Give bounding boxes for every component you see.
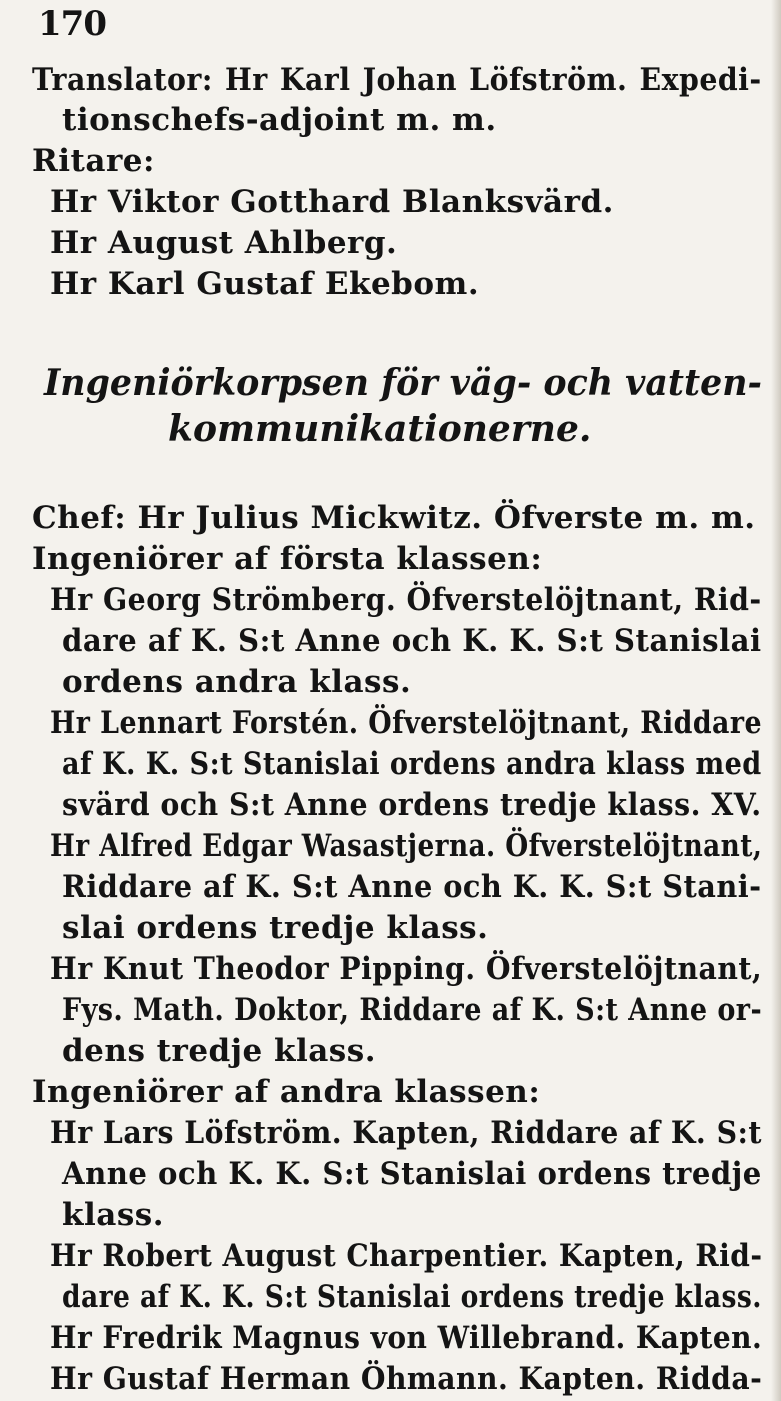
text-line: Ritare: bbox=[32, 143, 155, 179]
text-line: slai ordens tredje klass. bbox=[62, 910, 489, 946]
text-line: Hr Robert August Charpentier. Kapten, Rid- bbox=[50, 1238, 763, 1274]
text-line: klass. bbox=[62, 1197, 165, 1233]
text-line: Hr Alfred Edgar Wasastjerna. Öfverstelöjtnant, bbox=[50, 828, 763, 864]
text-line: af K. K. S:t Stanislai ordens andra klass med bbox=[62, 746, 762, 782]
page-edge-shadow bbox=[771, 0, 781, 1401]
text-line: dare af K. K. S:t Stanislai ordens tredje klass. bbox=[62, 1279, 762, 1315]
text-line: Hr Georg Strömberg. Öfverstelöjtnant, Rid- bbox=[50, 582, 762, 618]
text-line: Hr Fredrik Magnus von Willebrand. Kapten. bbox=[50, 1320, 763, 1356]
text-line: Fys. Math. Doktor, Riddare af K. S:t Anne or- bbox=[62, 992, 763, 1028]
text-line: Hr Gustaf Herman Öhmann. Kapten. Ridda- bbox=[50, 1361, 763, 1397]
text-line: Ingeniörer af andra klassen: bbox=[32, 1074, 541, 1110]
text-line: Hr Karl Gustaf Ekebom. bbox=[50, 266, 480, 302]
text-line: Hr Lennart Forstén. Öfverstelöjtnant, Riddare bbox=[50, 705, 762, 741]
section-heading-line1: Ingeniörkorpsen för väg- och vatten- bbox=[44, 362, 762, 404]
text-line: dens tredje klass. bbox=[62, 1033, 377, 1069]
section-heading-line2: kommunikationerne. bbox=[168, 408, 592, 450]
text-line: Chef: Hr Julius Mickwitz. Öfverste m. m. bbox=[32, 500, 756, 536]
text-line: Ingeniörer af första klassen: bbox=[32, 541, 543, 577]
text-line: Hr Knut Theodor Pipping. Öfverstelöjtnant, bbox=[50, 951, 763, 987]
page-number: 170 bbox=[38, 4, 106, 44]
text-line: Hr Lars Löfström. Kapten, Riddare af K. S:t bbox=[50, 1115, 762, 1151]
text-line: Hr August Ahlberg. bbox=[50, 225, 398, 261]
text-line: Anne och K. K. S:t Stanislai ordens tredje bbox=[62, 1156, 762, 1192]
text-line: ordens andra klass. bbox=[62, 664, 412, 700]
text-line: Riddare af K. S:t Anne och K. K. S:t Stani- bbox=[62, 869, 762, 905]
text-line: dare af K. S:t Anne och K. K. S:t Stanislai bbox=[62, 623, 762, 659]
text-line: Translator: Hr Karl Johan Löfström. Expedi- bbox=[32, 62, 762, 98]
text-line: svärd och S:t Anne ordens tredje klass. XV. bbox=[62, 787, 762, 823]
text-line: tionschefs-adjoint m. m. bbox=[62, 102, 497, 138]
text-line: Hr Viktor Gotthard Blanksvärd. bbox=[50, 184, 614, 220]
